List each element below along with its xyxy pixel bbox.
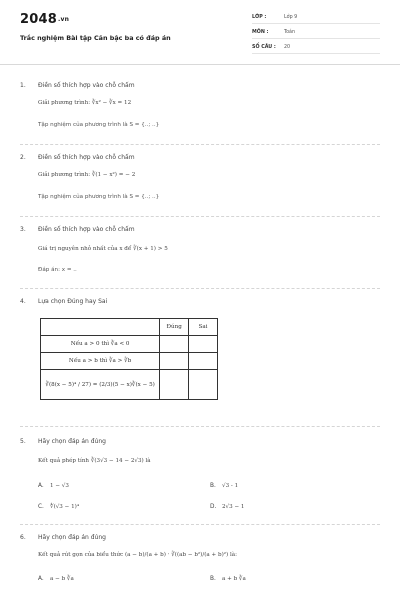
question-heading: Hãy chọn đáp án đúng (38, 534, 106, 541)
logo-suffix: .vn (57, 16, 70, 23)
question-divider (20, 288, 380, 289)
option-letter: B. (210, 483, 216, 489)
question-heading: Lựa chọn Đúng hay Sai (38, 298, 108, 305)
question-heading: Hãy chọn đáp án đúng (38, 438, 106, 445)
table-row (41, 336, 218, 353)
question-heading: Điền số thích hợp vào chỗ chấm (38, 226, 135, 233)
false-answer-cell[interactable] (189, 336, 218, 353)
question-line: Giá trị nguyên nhỏ nhất của x để ∛(x + 1) > 5 (38, 246, 168, 252)
question-number: 4. (20, 298, 26, 305)
meta-key: LỚP : (252, 15, 267, 20)
divider (252, 38, 380, 39)
meta-value: Lớp 9 (284, 15, 298, 20)
question-heading: Điền số thích hợp vào chỗ chấm (38, 82, 135, 89)
option-letter: A. (38, 576, 44, 582)
header-divider (0, 64, 400, 65)
true-false-table (40, 318, 218, 400)
option-text: √3 - 1 (222, 483, 239, 489)
option-letter: C. (38, 504, 44, 510)
table-header-cell (41, 319, 160, 336)
question-divider (20, 524, 380, 525)
question-divider (20, 144, 380, 145)
option-c[interactable] (38, 504, 79, 510)
meta-key: MÔN : (252, 30, 269, 35)
meta-value: Toán (284, 30, 296, 35)
option-a[interactable] (38, 576, 74, 582)
statement-cell: Nếu a > b thì ∛a > ∛b (41, 353, 160, 370)
question-number: 5. (20, 438, 26, 445)
divider (252, 53, 380, 54)
table-row (41, 370, 218, 400)
option-text: 1 − √3 (50, 483, 69, 489)
statement-cell: Nếu a > 0 thì ∛a < 0 (41, 336, 160, 353)
true-answer-cell[interactable] (160, 370, 189, 400)
meta-key: SỐ CÂU : (252, 45, 276, 50)
page-title: Trắc nghiệm Bài tập Căn bậc ba có đáp án (20, 34, 171, 42)
question-line: Tập nghiệm của phương trình là S = {..; ..} (38, 122, 160, 128)
option-b[interactable] (210, 483, 238, 489)
option-d[interactable] (210, 504, 244, 510)
option-letter: A. (38, 483, 44, 489)
logo-text: 2048 (20, 12, 57, 27)
divider (252, 23, 380, 24)
option-text: ∜(√3 − 1)⁴ (50, 504, 80, 510)
option-text: 2√3 − 1 (222, 504, 245, 510)
question-line: Kết quả phép tính ∛(3√3 − 14 − 2√3) là (38, 458, 151, 464)
site-logo[interactable] (20, 12, 69, 27)
question-number: 1. (20, 82, 26, 89)
question-number: 6. (20, 534, 26, 541)
true-answer-cell[interactable] (160, 336, 189, 353)
statement-cell: ∛(8(x − 5)⁴ / 27) = (2/3)(5 − x)∛(x − 5) (41, 370, 160, 400)
question-number: 2. (20, 154, 26, 161)
option-b[interactable] (210, 576, 246, 582)
true-answer-cell[interactable] (160, 353, 189, 370)
question-number: 3. (20, 226, 26, 233)
false-answer-cell[interactable] (189, 370, 218, 400)
option-letter: D. (210, 504, 217, 510)
table-row (41, 353, 218, 370)
option-text: a − b ∛a (50, 576, 74, 582)
table-header-cell: Sai (189, 319, 218, 336)
question-line: Kết quả rút gọn của biểu thức (a − b)/(a + b) · ∛((ab − b²)/(a + b)²) là: (38, 552, 237, 558)
meta-value: 20 (284, 45, 291, 50)
question-line: Tập nghiệm của phương trình là S = {..; ..} (38, 194, 160, 200)
question-heading: Điền số thích hợp vào chỗ chấm (38, 154, 135, 161)
option-text: a + b ∛a (222, 576, 246, 582)
option-letter: B. (210, 576, 216, 582)
question-divider (20, 216, 380, 217)
false-answer-cell[interactable] (189, 353, 218, 370)
table-header-cell: Đúng (160, 319, 189, 336)
question-line: Giải phương trình: ∛(1 − x²) = − 2 (38, 172, 136, 178)
question-line: Giải phương trình: ∛x² − ∛x = 12 (38, 100, 132, 106)
option-a[interactable] (38, 483, 69, 489)
question-line: Đáp án: x = .. (38, 267, 77, 273)
question-divider (20, 426, 380, 427)
